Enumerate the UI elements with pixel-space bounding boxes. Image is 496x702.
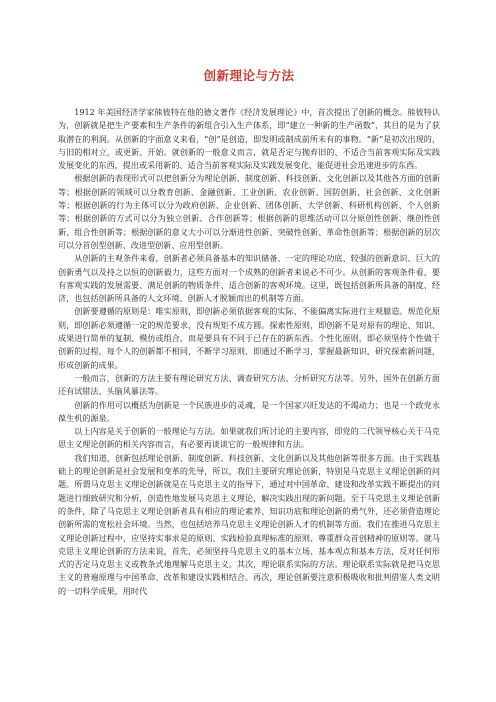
- paragraph-2: 根据创新的表现形式可以把创新分为理论创新、制度创新、科技创新、文化创新以及其他各方面的创新等；根据创新的领域可以分教育创新、金融创新、工业创新、农业创新、国防创新、社会创新、文化创新等；根据创新的行为主体可以分为政府创新、企业创新、团体创新、大学创新、科研机构创新、个人创新等；根据创新的方式可以分为独立创新、合作创新等；根据创新的思维活动可以分原创性创新、继创性创新、组合性创新等；根据创新的意义大小可以分渐进性创新、突破性创新、革命性创新等；根据创新的层次可以分首创型创新、改进型创新、应用型创新。: [58, 173, 440, 250]
- paragraph-1: 1912 年美国经济学家熊彼特在他的德文著作《经济发展理论》中，首次提出了创新的概念。熊彼特认为，创新就是把生产要素和生产条件的新组合引入生产体系，即“建立一种新的生产函数”，其目的是为了获取潜在的利润。从创新的字面意义来看，“创”是创造，即发明或制成前所未有的事物。“新”是初次出现的，与旧的相对立，或更新、开始。就创新的一般意义而言，就是否定与抛弃旧的、不适合当前客观实际及实践发展变化的东西，提出或采用新的、适合当前客观实际及实践发展变化、能促进社会迅速进步的东西。: [58, 107, 440, 171]
- paragraph-6: 创新的作用可以概括为创新是一个民族进步的灵魂，是一个国家兴旺发达的不竭动力；也是一个政党永葆生机的源泉。: [58, 399, 440, 423]
- paragraph-3: 从创新的主观条件来看，创新者必须具备基本的知识储备、一定的理论功底、较强的创新意识、巨大的创新勇气以及持之以恒的创新毅力，这些方面对一个成熟的创新者来说必不可少。从创新的客观条件看，要有客观实践的发展需要、满足创新的物质条件、适合创新的客观环境。这里，既包括创新所具备的制度、经济，也包括创新所具备的人文环境、创新人才脱颖而出的机制等方面。: [58, 253, 440, 304]
- paragraph-7: 以上内容是关于创新的一般理论与方法。如果就我们所讨论的主要内容，即党的二代领导核心关于马克思主义理论创新的相关内容而言，有必要再谈谈它的一般规律和方法。: [58, 426, 440, 450]
- paragraph-5: 一般而言，创新的方法主要有理论研究方法、调查研究方法、分析研究方法等。另外，国外在创新方面还有试错法、头脑风暴法等。: [58, 372, 440, 397]
- paragraph-8: 我们知道，创新包括理论创新、制度创新、科技创新、文化创新以及其他创新等很多方面。由于实践基础上的理论创新是社会发展和变革的先导，所以，我们主要研究理论创新，特别是马克思主义理论创新的问题。所谓马克思主义理论创新就是在马克思主义的指导下，通过对中国革命、建设和改革实践不断提出的问题进行细致研究和分析，创造性地发展马克思主义理论，解决实践出现的新问题。至于马克思主义理论创新的条件，除了马克思主义理论创新者具有相应的理论素养、知识功底和理论创新的勇气外，还必须营造理论创新所需的宽松社会环境。当然，也包括培养马克思主义理论创新人才的机制等方面。我们在推进马克思主义理论创新过程中，应坚持实事求是的原则、实践检验真理标准的原则、尊重群众首创精神的原则等。就马克思主义理论创新的方法来说，首先，必须坚持马克思主义的基本立场、基本观点和基本方法，反对任何形式的否定马克思主义或教条式地理解马克思主义。其次，理论联系实际的方法。理论联系实际就是把马克思主义的普遍原理与中国革命、改革和建设实践相结合。再次，理论创新要注意积极吸收和批判借鉴人类文明的一切科学成果，用时代: [58, 452, 440, 596]
- paragraph-4: 创新要遵循的原则是：唯实原则，即创新必须依据客观的实际，不能偏离实际进行主观臆造。规范化原则，即创新必须遵循一定的规范要求，没有规矩不成方圆。探索性原则，即创新不是对原有的理论、知识、成果进行简单的复制、模仿或组合，而是要具有不同于已存在的新东西。个性化原则，即必须坚持个性做于创新的过程，每个人的创新都不相同，不断学习原则，即通过不断学习，掌握最新知识，研究探索新问题，形成创新的成果。: [58, 306, 440, 370]
- document-page: [58, 58, 440, 598]
- document-title: 创新理论与方法: [203, 68, 295, 83]
